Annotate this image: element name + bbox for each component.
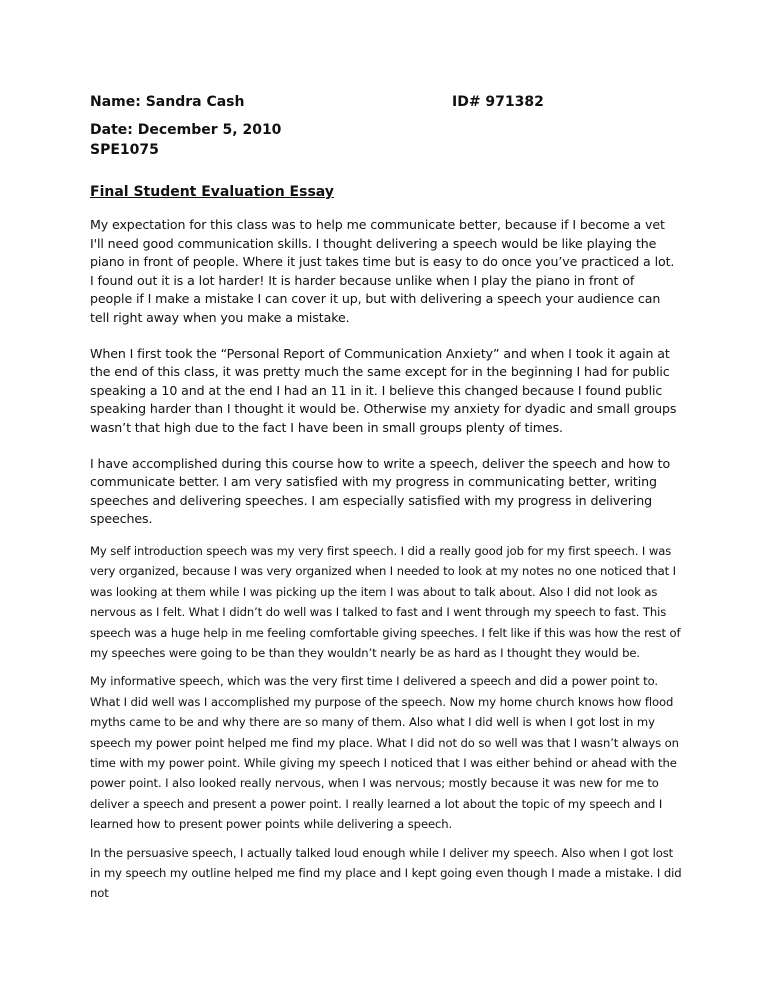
student-id: ID# 971382	[452, 94, 544, 110]
paragraph-informative-speech: My informative speech, which was the very first time I delivered a speech and did a power point to. What I did well was I accomplished my purpose of the speech. Now my home church knows how flood myths came to be and why there are so many of them. Also what I did well is when I got lost in my speech my power point helped me find my place. What I did not do so well was that I wasn’t always on time with my power point. While giving my speech I noticed that I was either behind or ahead with the power point. I also looked really nervous, when I was nervous; mostly because it was new for me to deliver a speech and present a power point. I really learned a lot about the topic of my speech and I learned how to present power points while delivering a speech.	[90, 674, 679, 832]
student-name: Name: Sandra Cash	[90, 94, 245, 110]
paragraph-expectation: My expectation for this class was to help me communicate better, because if I become a vet I'll need good communication skills. I thought delivering a speech would be like playing the piano in front of people. Where it just takes time but is easy to do once you’ve practiced a lot. I found out it is a lot harder! It is harder because unlike when I play the piano in front of people if I make a mistake I can cover it up, but with delivering a speech your audience can tell right away when you make a mistake.	[90, 217, 675, 325]
header-row	[90, 92, 680, 112]
essay-title: Final Student Evaluation Essay	[90, 184, 334, 200]
essay-page	[90, 92, 680, 904]
paragraph-anxiety-report: When I first took the “Personal Report of Communication Anxiety” and when I took it again at the end of this class, it was pretty much the same except for in the beginning I had for public speaking a 10 and at the end I had an 11 in it. I believe this changed because I found public speaking harder than I thought it would be. Otherwise my anxiety for dyadic and small groups wasn’t that high due to the fact I have been in small groups plenty of times.	[90, 345, 677, 435]
essay-date: Date: December 5, 2010	[90, 122, 282, 138]
paragraph-accomplishments: I have accomplished during this course how to write a speech, deliver the speech and how to communicate better. I am very satisfied with my progress in communicating better, writing speeches and delivering speeches. I am especially satisfied with my progress in delivering speeches.	[90, 455, 671, 527]
paragraph-self-introduction: My self introduction speech was my very first speech. I did a really good job for my first speech. I was very organized, because I was very organized when I needed to look at my notes no one noticed that I was looking at them while I was picking up the item I was about to talk about. Also I did not look as nervous as I felt. What I didn’t do well was I talked to fast and I went through my speech to fast. This speech was a huge help in me feeling comfortable giving speeches. I felt like if this was how the rest of my speeches were going to be than they wouldn’t nearly be as hard as I thought they would be.	[90, 543, 681, 660]
paragraph-persuasive-speech: In the persuasive speech, I actually talked loud enough while I deliver my speech. Also when I got lost in my speech my outline helped me find my place and I kept going even though I made a mistake. I did not	[90, 845, 682, 901]
course-code: SPE1075	[90, 142, 159, 158]
